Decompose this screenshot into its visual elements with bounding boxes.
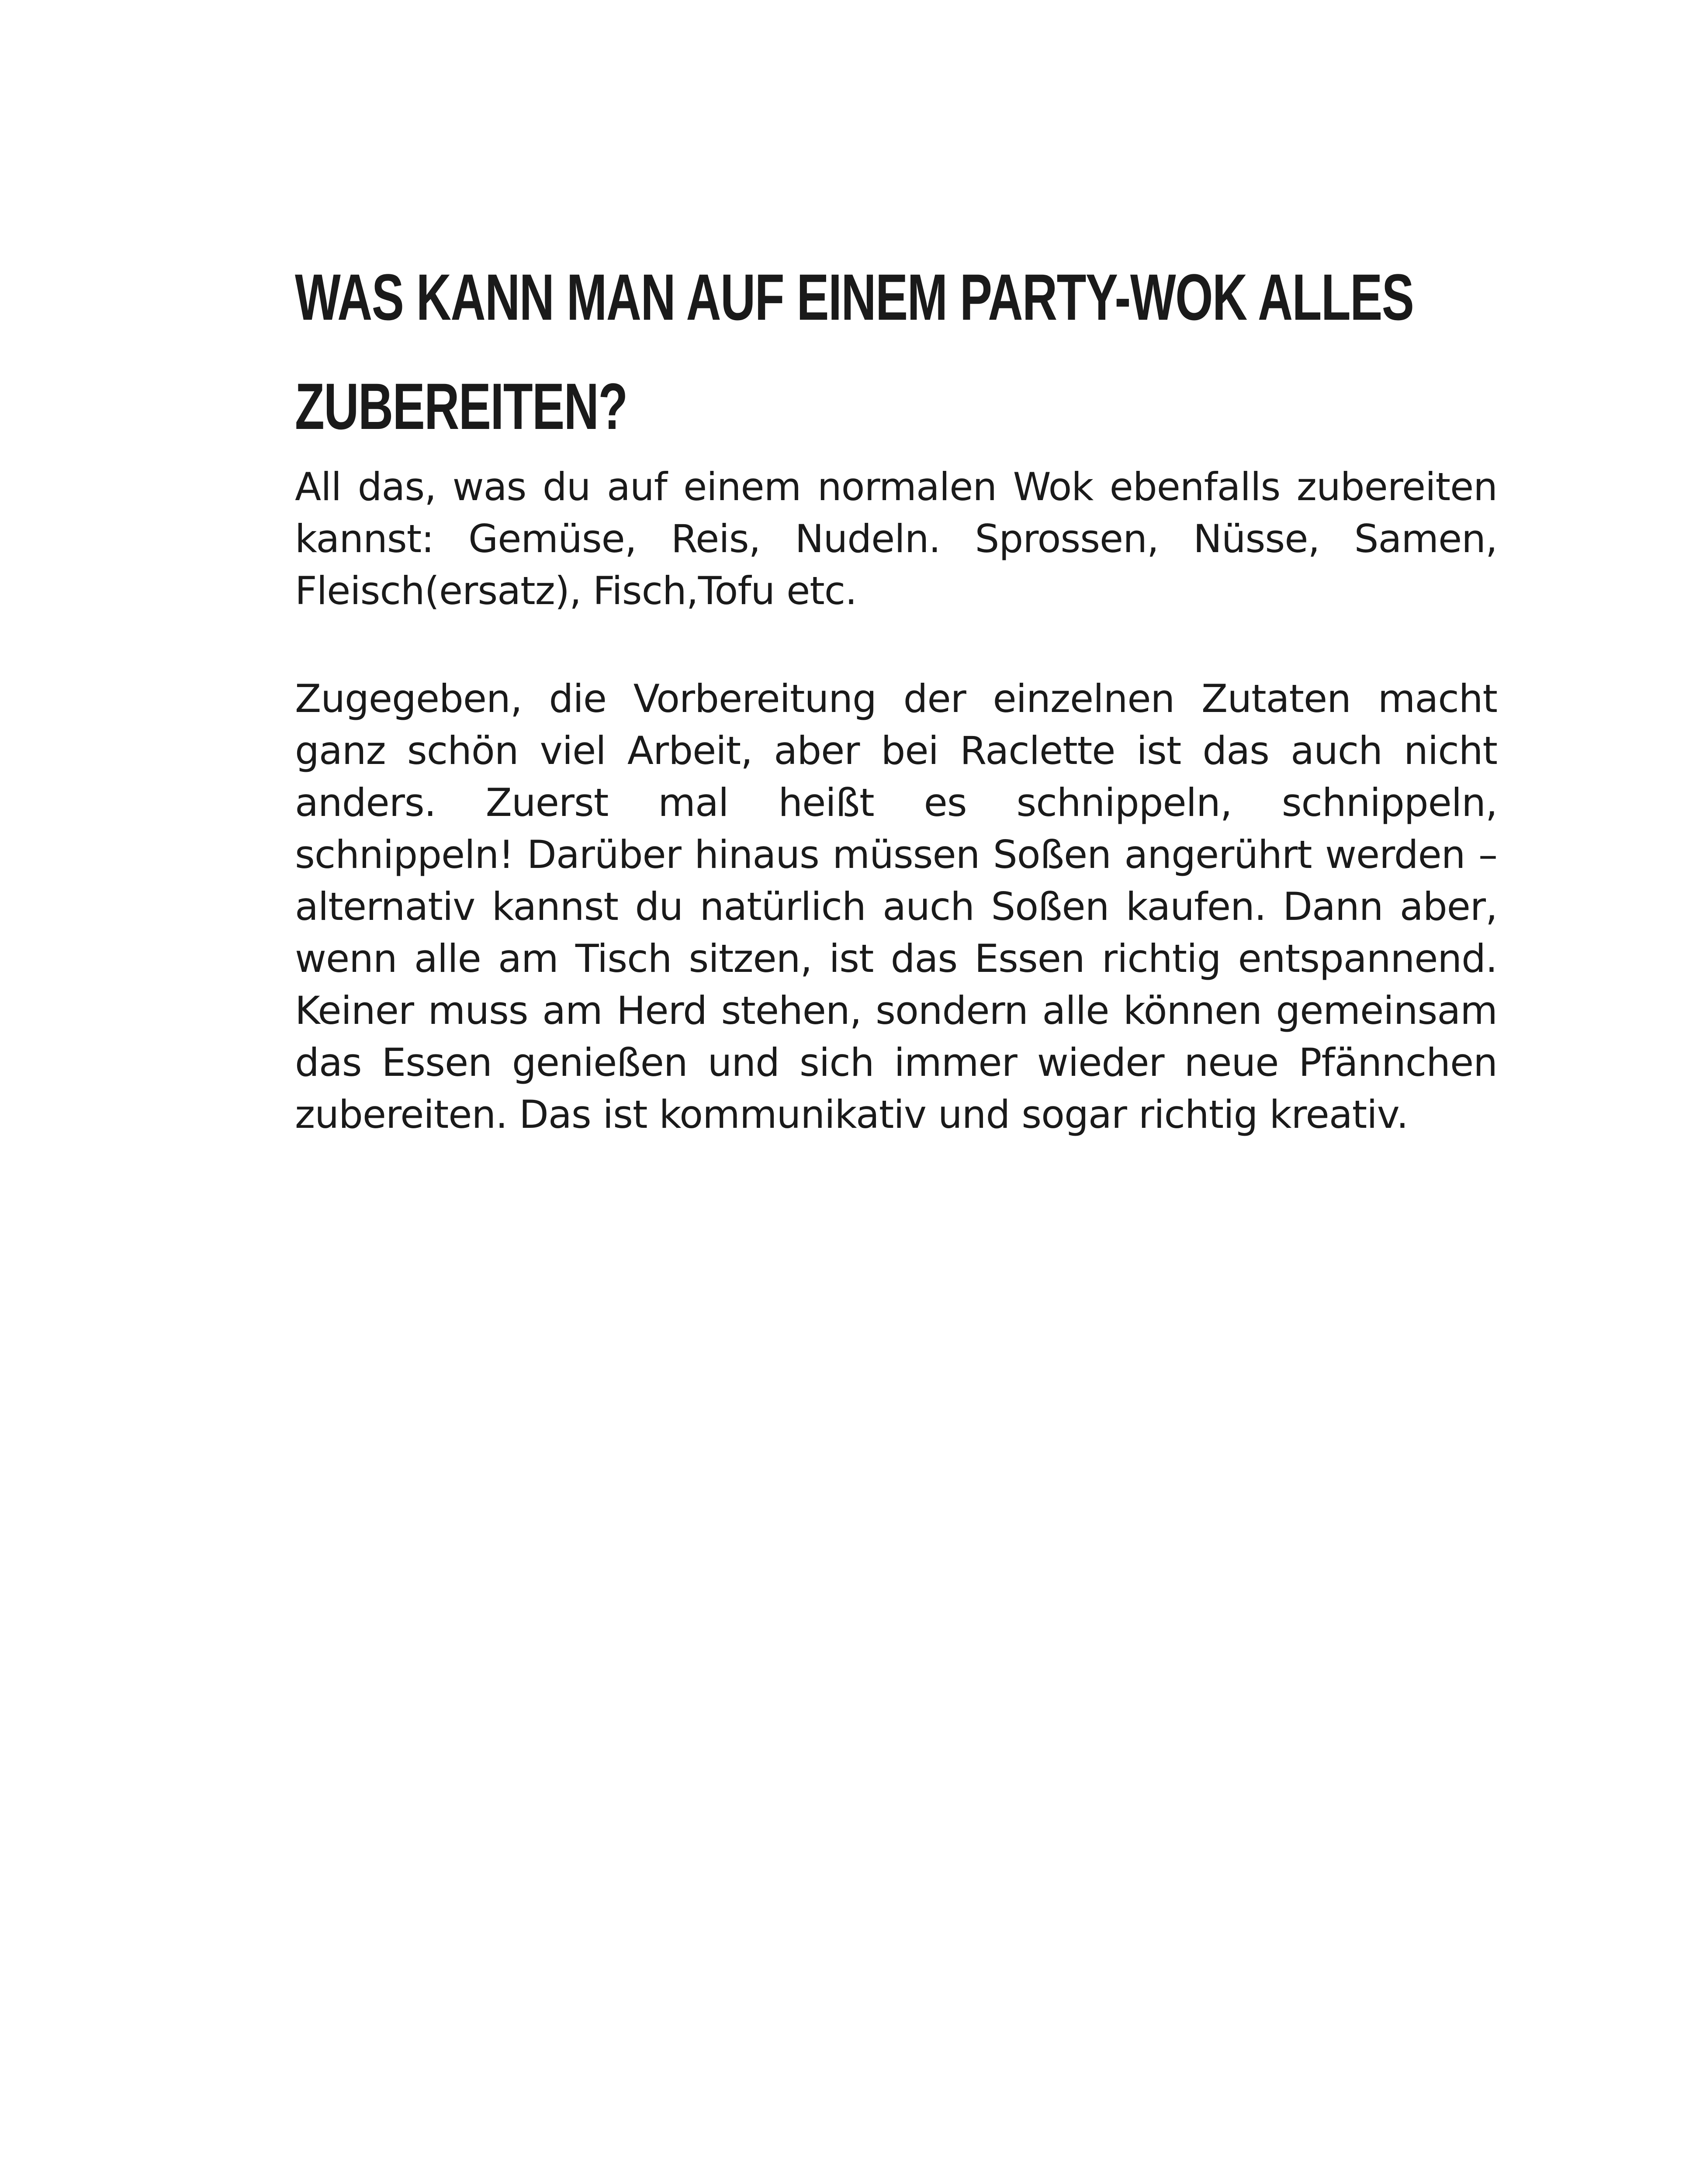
paragraph-preparation: Zugegeben, die Vorbereitung der einzelnen Zutaten macht ganz schön viel Arbeit, aber bei Raclette ist das auch nicht anders. Zuerst mal heißt es schnippeln, schnippeln, schnippeln! Darüber hinaus müssen Soßen angerührt werden – alternativ kannst du natürlich auch Soßen kaufen. Dann aber, wenn alle am Tisch sitzen, ist das Essen richtig entspannend. Keiner muss am Herd stehen, sondern alle können gemeinsam das Essen genießen und sich immer wieder neue Pfännchen zubereiten. Das ist kommunikativ und sogar richtig kreativ. — [295, 676, 1497, 1137]
paragraph-intro: All das, was du auf einem normalen Wok ebenfalls zubereiten kannst: Gemüse, Reis, Nudeln. Sprossen, Nüsse, Samen, Fleisch(ersatz), Fisch,Tofu etc. — [295, 464, 1497, 613]
page-content — [295, 242, 1497, 1140]
heading-wrapper — [295, 242, 1497, 461]
section-heading: WAS KANN MAN AUF EINEM PARTY-WOK ALLES ZUBEREITEN? — [295, 260, 1414, 443]
